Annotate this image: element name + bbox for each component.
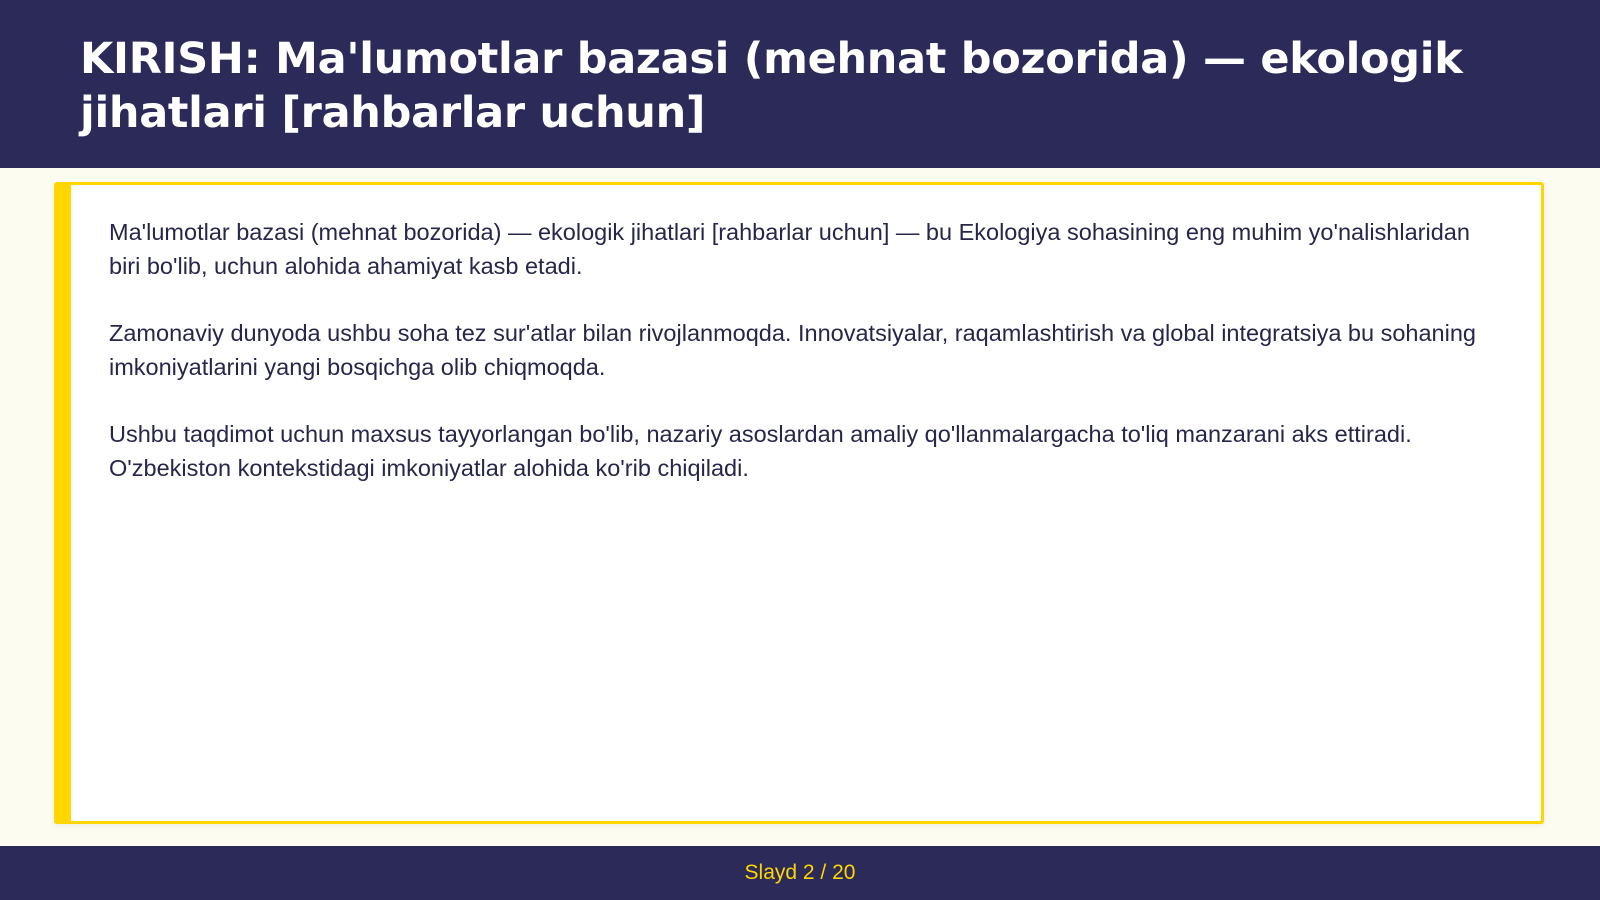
slide-footer — [0, 846, 1600, 900]
slide-title: KIRISH: Ma'lumotlar bazasi (mehnat bozorida) — ekologik jihatlari [rahbarlar uchun] — [80, 34, 1463, 138]
content-body — [109, 215, 1489, 518]
slide-header — [0, 0, 1600, 168]
paragraph-presentation-scope: Ushbu taqdimot uchun maxsus tayyorlangan bo'lib, nazariy asoslardan amaliy qo'llanmalargacha to'liq manzarani aks ettiradi. O'zbekiston kontekstidagi imkoniyatlar alohida ko'rib chiqiladi. — [109, 421, 1412, 481]
content-card — [54, 182, 1544, 824]
paragraph-intro: Ma'lumotlar bazasi (mehnat bozorida) — ekologik jihatlari [rahbarlar uchun] — bu Ekologiya sohasining eng muhim yo'nalishlaridan biri bo'lib, uchun alohida ahamiyat kasb etadi. — [109, 219, 1470, 279]
slide-counter: Slayd 2 / 20 — [744, 861, 856, 884]
paragraph-modern-world: Zamonaviy dunyoda ushbu soha tez sur'atlar bilan rivojlanmoqda. Innovatsiyalar, raqamlashtirish va global integratsiya bu sohaning imkoniyatlarini yangi bosqichga olib chiqmoqda. — [109, 320, 1476, 380]
